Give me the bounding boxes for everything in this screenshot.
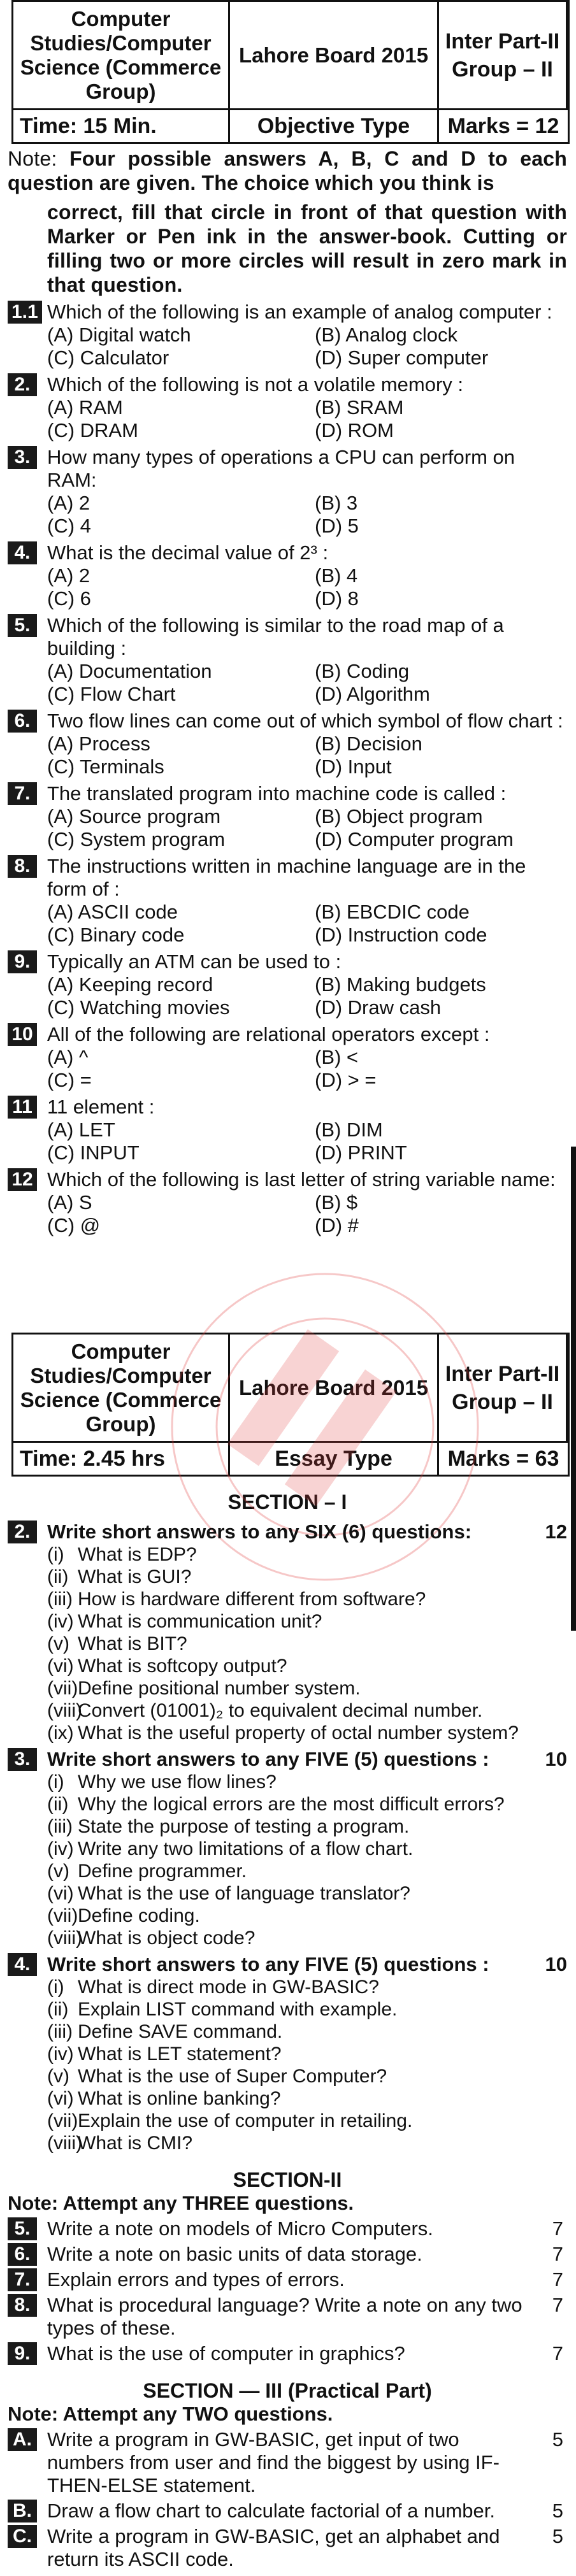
option-b: (B) $ xyxy=(315,1191,358,1213)
sub-question xyxy=(47,1905,567,1927)
sub-text: What is online banking? xyxy=(78,2088,281,2109)
options-grid xyxy=(47,901,567,947)
option-c: (C) DRAM xyxy=(47,419,138,441)
sub-question xyxy=(47,1722,567,1744)
board-cell: Lahore Board 2015 xyxy=(230,2,439,110)
option-c: (C) Flow Chart xyxy=(47,683,176,705)
sub-text: Why the logical errors are the most difficult errors? xyxy=(78,1794,505,1815)
option-a: (A) RAM xyxy=(47,396,123,419)
heading-text: Write short answers to any SIX (6) questions: xyxy=(47,1521,472,1543)
note-text-2: correct, fill that circle in front of that question with Marker or Pen ink in the answer-book. Cutting or filling two or more circles will result in zero mark in that question. xyxy=(47,201,567,296)
question-text: Write a note on models of Micro Computers. xyxy=(47,2217,433,2240)
question-number: 8. xyxy=(8,855,37,878)
sub-number: (vi) xyxy=(47,1883,74,1904)
question-number: 6. xyxy=(8,710,37,733)
question-text: Two flow lines can come out of which symbol of flow chart : xyxy=(47,710,563,732)
mcq-question xyxy=(8,541,567,610)
sub-text: What is the useful property of octal number system? xyxy=(78,1722,519,1743)
long-question xyxy=(8,2243,567,2266)
option-d: (D) PRINT xyxy=(315,1141,407,1164)
sub-number: (iv) xyxy=(47,2043,74,2064)
sub-number: (viii) xyxy=(47,1700,82,1721)
option-c: (C) 6 xyxy=(47,587,91,610)
question-number: 8. xyxy=(8,2294,37,2317)
sub-number: (v) xyxy=(47,1861,69,1882)
option-a: (A) Keeping record xyxy=(47,973,213,996)
option-a: (A) 2 xyxy=(47,564,90,587)
option-b: (B) EBCDIC code xyxy=(315,901,470,923)
options-grid xyxy=(47,973,567,1019)
sub-text: Define SAVE command. xyxy=(78,2021,283,2042)
question-number: 7. xyxy=(8,782,37,805)
sub-text: What is EDP? xyxy=(78,1544,197,1565)
option-c: (C) 4 xyxy=(47,515,91,537)
option-c: (C) Watching movies xyxy=(47,996,230,1019)
option-d: (D) Draw cash xyxy=(315,996,442,1019)
question-number: 3. xyxy=(8,1748,37,1771)
sub-question xyxy=(47,1543,567,1566)
question-number: 10 xyxy=(8,1023,37,1046)
question-text: What is procedural language? Write a note on any two types of these. xyxy=(47,2294,522,2339)
sub-number: (iii) xyxy=(47,1816,73,1837)
short-question-q4 xyxy=(8,1953,567,2154)
section-1 xyxy=(8,1521,567,2154)
sub-number: (i) xyxy=(47,1544,64,1565)
long-question xyxy=(8,2525,567,2571)
sub-number: (i) xyxy=(47,1977,64,1998)
option-b: (B) Making budgets xyxy=(315,973,486,996)
option-d: (D) Instruction code xyxy=(315,924,487,946)
question-number: 2. xyxy=(8,1521,37,1543)
options-grid xyxy=(47,564,567,610)
sub-question xyxy=(47,1677,567,1699)
sub-question xyxy=(47,1699,567,1722)
question-text: 11 element : xyxy=(47,1096,155,1118)
question-number: 3. xyxy=(8,446,37,469)
question-text: Write a program in GW-BASIC, get an alphabet and return its ASCII code. xyxy=(47,2525,500,2570)
sub-text: Why we use flow lines? xyxy=(78,1771,277,1792)
question-marks: 7 xyxy=(552,2294,563,2316)
section-3-note: Note: Attempt any TWO questions. xyxy=(8,2403,333,2425)
sub-question xyxy=(47,1998,567,2021)
question-text: Which of the following is an example of analog computer : xyxy=(47,301,552,323)
option-b: (B) Object program xyxy=(315,805,483,827)
sub-text: Convert (01001)₂ to equivalent decimal number. xyxy=(78,1700,483,1721)
type-cell: Essay Type xyxy=(230,1443,439,1475)
options-grid xyxy=(47,805,567,851)
question-text: Write a program in GW-BASIC, get input of two numbers from user and find the biggest by using IF-THEN-ELSE statement. xyxy=(47,2428,500,2496)
sub-question xyxy=(47,1860,567,1882)
question-number: 12 xyxy=(8,1168,37,1191)
sub-text: Define coding. xyxy=(78,1905,200,1926)
question-text: All of the following are relational operators except : xyxy=(47,1023,490,1045)
section-2 xyxy=(8,2217,567,2365)
sub-text: Define positional number system. xyxy=(78,1678,361,1699)
sub-question xyxy=(47,1610,567,1633)
option-d: (D) # xyxy=(315,1214,359,1236)
sub-question xyxy=(47,1655,567,1677)
sub-number: (i) xyxy=(47,1771,64,1792)
sub-text: What is object code? xyxy=(78,1928,256,1949)
options-grid xyxy=(47,324,567,369)
section-1-title: SECTION – I xyxy=(227,1491,347,1513)
heading-marks: 12 xyxy=(545,1521,567,1543)
section-3-title: SECTION — III (Practical Part) xyxy=(143,2379,432,2402)
objective-header-table xyxy=(11,0,570,144)
heading-text: Write short answers to any FIVE (5) questions : xyxy=(47,1748,489,1770)
sub-number: (vii) xyxy=(47,1678,78,1699)
marks-cell: Marks = 12 xyxy=(447,113,559,138)
sub-question xyxy=(47,2132,567,2154)
sub-number: (ii) xyxy=(47,1566,69,1587)
type-cell: Objective Type xyxy=(230,110,439,142)
mcq-question xyxy=(8,1096,567,1164)
option-a: (A) LET xyxy=(47,1119,115,1141)
sub-question xyxy=(47,1793,567,1815)
option-d: (D) 5 xyxy=(315,515,359,537)
marks-cell: Marks = 63 xyxy=(447,1446,559,1471)
sub-number: (vi) xyxy=(47,1656,74,1677)
question-text: The translated program into machine code is called : xyxy=(47,782,507,805)
option-d: (D) ROM xyxy=(315,419,394,441)
sub-question xyxy=(47,1927,567,1949)
option-d: (D) Input xyxy=(315,755,392,778)
long-question xyxy=(8,2428,567,2497)
option-b: (B) 3 xyxy=(315,492,358,514)
subject-cell: Computer Studies/Computer Science (Commerce Group) xyxy=(13,1335,230,1443)
heading-marks: 10 xyxy=(545,1953,567,1975)
note-text-1: Four possible answers A, B, C and D to each question are given. The choice which you think is xyxy=(8,147,567,194)
sub-number: (v) xyxy=(47,2066,69,2087)
sub-question xyxy=(47,1771,567,1793)
sub-number: (ix) xyxy=(47,1722,74,1743)
option-c: (C) System program xyxy=(47,828,226,850)
scan-edge-bar xyxy=(571,1147,576,1631)
option-a: (A) ASCII code xyxy=(47,901,178,923)
part-cell: Inter Part-II Group – II xyxy=(439,1335,568,1443)
mcq-question xyxy=(8,710,567,778)
sub-text: What is CMI? xyxy=(78,2133,193,2154)
sub-question xyxy=(47,1976,567,1998)
time-cell: Time: 2.45 hrs xyxy=(13,1443,230,1475)
note-label: Note: xyxy=(8,147,57,170)
section-2-note: Note: Attempt any THREE questions. xyxy=(8,2192,354,2214)
sub-question xyxy=(47,1815,567,1838)
mcq-question xyxy=(8,950,567,1019)
question-number: 5. xyxy=(8,2217,37,2240)
question-number: 2. xyxy=(8,373,37,396)
sub-text: What is LET statement? xyxy=(78,2043,282,2064)
option-b: (B) < xyxy=(315,1046,359,1068)
sub-number: (vii) xyxy=(47,2110,78,2131)
short-question-q2 xyxy=(8,1521,567,1744)
option-a: (A) Digital watch xyxy=(47,324,191,346)
question-marks: 5 xyxy=(552,2500,563,2522)
question-text: Typically an ATM can be used to : xyxy=(47,950,342,973)
question-number: 11 xyxy=(8,1096,37,1119)
sub-text: What is softcopy output? xyxy=(78,1656,287,1677)
option-a: (A) Process xyxy=(47,733,150,755)
sub-text: How is hardware different from software? xyxy=(78,1589,426,1610)
sub-question xyxy=(47,1882,567,1905)
question-number: A. xyxy=(8,2428,37,2451)
sub-number: (iv) xyxy=(47,1611,74,1632)
option-a: (A) Source program xyxy=(47,805,221,827)
question-text: How many types of operations a CPU can perform on RAM: xyxy=(47,446,515,491)
question-text: Explain errors and types of errors. xyxy=(47,2268,345,2291)
option-d: (D) 8 xyxy=(315,587,359,610)
question-number: 6. xyxy=(8,2243,37,2266)
sub-text: What is BIT? xyxy=(78,1633,187,1654)
mcq-question xyxy=(8,301,567,369)
options-grid xyxy=(47,733,567,778)
short-question-q3 xyxy=(8,1748,567,1949)
question-heading xyxy=(47,1953,567,1976)
sub-text: Explain LIST command with example. xyxy=(78,1999,398,2020)
mcq-question xyxy=(8,373,567,442)
sub-question xyxy=(47,2021,567,2043)
sub-question xyxy=(47,1838,567,1860)
essay-header-table xyxy=(11,1333,570,1477)
question-text: Write a note on basic units of data storage. xyxy=(47,2243,422,2265)
question-number: 5. xyxy=(8,614,37,637)
sub-text: Write any two limitations of a flow chart. xyxy=(78,1838,414,1859)
question-heading xyxy=(47,1521,567,1543)
option-d: (D) Algorithm xyxy=(315,683,430,705)
question-marks: 7 xyxy=(552,2342,563,2365)
question-text: Draw a flow chart to calculate factorial of a number. xyxy=(47,2500,495,2522)
mcq-list xyxy=(8,301,567,1237)
question-marks: 5 xyxy=(552,2428,563,2451)
question-number: 4. xyxy=(8,1953,37,1976)
sub-text: State the purpose of testing a program. xyxy=(78,1816,410,1837)
mcq-question xyxy=(8,1168,567,1237)
option-b: (B) SRAM xyxy=(315,396,404,419)
sub-number: (iii) xyxy=(47,1589,73,1610)
question-number: 9. xyxy=(8,2342,37,2365)
option-b: (B) Decision xyxy=(315,733,422,755)
question-marks: 7 xyxy=(552,2217,563,2240)
mcq-question xyxy=(8,614,567,706)
option-b: (B) DIM xyxy=(315,1119,383,1141)
sub-number: (ii) xyxy=(47,1999,69,2020)
heading-text: Write short answers to any FIVE (5) questions : xyxy=(47,1953,489,1975)
option-a: (A) Documentation xyxy=(47,660,212,682)
question-number: C. xyxy=(8,2525,37,2548)
sub-number: (vii) xyxy=(47,1905,78,1926)
question-text: Which of the following is not a volatile memory : xyxy=(47,373,463,396)
option-c: (C) Terminals xyxy=(47,755,164,778)
options-grid xyxy=(47,1119,567,1164)
long-question xyxy=(8,2217,567,2240)
sub-number: (iv) xyxy=(47,1838,74,1859)
sub-number: (vi) xyxy=(47,2088,74,2109)
question-heading xyxy=(47,1748,567,1771)
option-d: (D) Computer program xyxy=(315,828,514,850)
question-number: 7. xyxy=(8,2268,37,2291)
mcq-question xyxy=(8,855,567,947)
board-cell: Lahore Board 2015 xyxy=(230,1335,439,1443)
sub-question xyxy=(47,2043,567,2065)
heading-marks: 10 xyxy=(545,1748,567,1770)
long-question xyxy=(8,2268,567,2291)
option-b: (B) Analog clock xyxy=(315,324,457,346)
options-grid xyxy=(47,492,567,538)
time-cell: Time: 15 Min. xyxy=(13,110,230,142)
question-number: 1.1 xyxy=(8,301,42,324)
question-text: Which of the following is last letter of string variable name: xyxy=(47,1168,556,1191)
mcq-question xyxy=(8,782,567,851)
options-grid xyxy=(47,660,567,706)
options-grid xyxy=(47,1191,567,1237)
sub-number: (iii) xyxy=(47,2021,73,2042)
sub-number: (ii) xyxy=(47,1794,69,1815)
option-c: (C) @ xyxy=(47,1214,101,1236)
options-grid xyxy=(47,1046,567,1092)
part-cell: Inter Part-II Group – II xyxy=(439,2,568,110)
sub-number: (viii) xyxy=(47,1928,82,1949)
sub-number: (viii) xyxy=(47,2133,82,2154)
sub-text: Explain the use of computer in retailing. xyxy=(78,2110,413,2131)
sub-text: What is the use of Super Computer? xyxy=(78,2066,387,2087)
sub-question xyxy=(47,1566,567,1588)
instructions-note xyxy=(8,147,567,297)
sub-question xyxy=(47,1588,567,1610)
option-a: (A) S xyxy=(47,1191,92,1213)
option-c: (C) INPUT xyxy=(47,1141,140,1164)
question-marks: 5 xyxy=(552,2525,563,2547)
question-marks: 7 xyxy=(552,2268,563,2291)
options-grid xyxy=(47,396,567,442)
subject-cell: Computer Studies/Computer Science (Commerce Group) xyxy=(13,2,230,110)
long-question xyxy=(8,2342,567,2365)
section-3 xyxy=(8,2428,567,2571)
sub-text: What is GUI? xyxy=(78,1566,192,1587)
option-a: (A) 2 xyxy=(47,492,90,514)
sub-text: What is communication unit? xyxy=(78,1611,322,1632)
question-text: Which of the following is similar to the road map of a building : xyxy=(47,614,504,659)
sub-question xyxy=(47,2065,567,2087)
option-b: (B) Coding xyxy=(315,660,410,682)
question-number: 4. xyxy=(8,541,37,564)
question-text: The instructions written in machine language are in the form of : xyxy=(47,855,526,900)
option-c: (C) Binary code xyxy=(47,924,185,946)
sub-text: Define programmer. xyxy=(78,1861,247,1882)
option-c: (C) Calculator xyxy=(47,347,169,369)
long-question xyxy=(8,2500,567,2522)
sub-text: What is the use of language translator? xyxy=(78,1883,410,1904)
question-number: 9. xyxy=(8,950,37,973)
question-text: What is the decimal value of 2³ : xyxy=(47,541,329,564)
sub-number: (v) xyxy=(47,1633,69,1654)
option-a: (A) ^ xyxy=(47,1046,89,1068)
sub-question xyxy=(47,1633,567,1655)
sub-question xyxy=(47,2110,567,2132)
option-b: (B) 4 xyxy=(315,564,358,587)
question-text: What is the use of computer in graphics? xyxy=(47,2342,405,2365)
option-c: (C) = xyxy=(47,1069,92,1091)
mcq-question xyxy=(8,446,567,538)
question-marks: 7 xyxy=(552,2243,563,2265)
option-d: (D) > = xyxy=(315,1069,377,1091)
long-question xyxy=(8,2294,567,2340)
sub-text: What is direct mode in GW-BASIC? xyxy=(78,1977,379,1998)
section-2-title: SECTION-II xyxy=(233,2168,342,2191)
sub-question xyxy=(47,2087,567,2110)
question-number: B. xyxy=(8,2500,37,2522)
option-d: (D) Super computer xyxy=(315,347,489,369)
mcq-question xyxy=(8,1023,567,1092)
